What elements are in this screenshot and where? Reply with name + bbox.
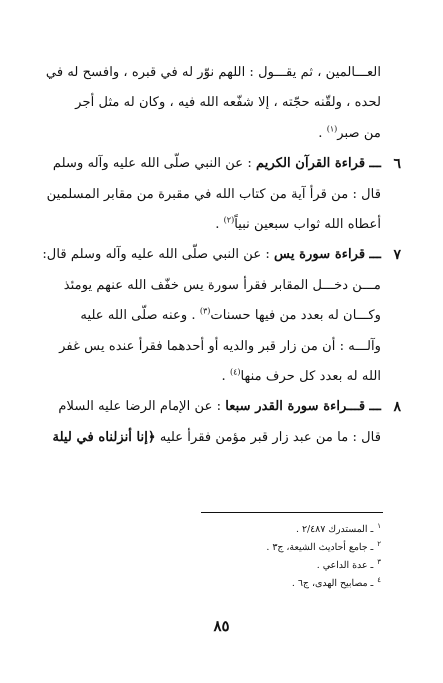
item-6-heading: قراءة القرآن الكريم bbox=[256, 156, 366, 172]
text-line: لحده ، ولقّنه حجّته ، إلا شفّعه الله فيه ، وكان له مثل أجر bbox=[75, 95, 381, 111]
item-dash: ـــ bbox=[369, 156, 381, 172]
footnote-2 bbox=[121, 537, 381, 555]
text-fragment: : عن النبي صلّى الله عليه وآله وسلم bbox=[52, 156, 252, 172]
footnote-text: ـ مصابيح الهدى، ج٦ . bbox=[291, 578, 374, 590]
text-fragment: : عن الإمام الرضا عليه السلام bbox=[58, 399, 222, 415]
item-7-number: ٧ bbox=[393, 247, 401, 264]
text-line bbox=[65, 362, 381, 392]
text-line: مـــن دخـــل المقابر فقرأ سورة يس خفّف الله عنهم يومئذ bbox=[63, 277, 381, 293]
text-fragment: . وعنه صلّى الله عليه bbox=[80, 308, 196, 324]
item-7-heading: قراءة سورة يس bbox=[274, 247, 366, 263]
period: . bbox=[221, 369, 226, 385]
text-fragment: وكـــان له بعدد من فيها حسنات bbox=[210, 308, 381, 324]
text-line: قال : من قرأ آية من كتاب الله في مقبرة من مقابر المسلمين bbox=[46, 186, 381, 202]
text-line bbox=[65, 301, 381, 331]
page-number: ٨٥ bbox=[213, 617, 230, 635]
footnote-mark: ٢ bbox=[377, 540, 381, 549]
footnotes bbox=[121, 519, 381, 592]
footnote-text: ـ جامع أحاديث الشيعة، ج٣ . bbox=[266, 542, 374, 554]
text-fragment: قال : ما من عبد زار قبر مؤمن فقرأ عليه bbox=[159, 429, 381, 445]
item-6-heading-line bbox=[52, 149, 401, 179]
text-fragment: : عن النبي صلّى الله عليه وآله وسلم قال: bbox=[42, 247, 270, 263]
footnote-mark: ٤ bbox=[377, 576, 381, 585]
item-dash: ـــ bbox=[369, 247, 381, 263]
footnote-4 bbox=[121, 573, 381, 591]
period: . bbox=[215, 217, 220, 233]
footnote-mark: ٣ bbox=[377, 558, 381, 567]
text-line bbox=[65, 210, 381, 240]
item-7-heading-line bbox=[42, 240, 401, 270]
text-line bbox=[65, 119, 381, 149]
footnote-ref-1: (١) bbox=[326, 124, 338, 134]
period: . bbox=[318, 125, 323, 141]
body-text bbox=[42, 58, 401, 453]
text-line: العـــالمين ، ثم يقـــول : اللهم نوّر له في قبره ، وافسح له في bbox=[45, 65, 381, 80]
text-fragment: الله له بعدد كل حرف منها bbox=[240, 369, 381, 385]
footnote-text: ـ عدة الداعي . bbox=[316, 560, 374, 572]
footnote-text: ـ المستدرك ٢/٤٨٧ . bbox=[295, 524, 374, 536]
item-8-heading-line bbox=[58, 392, 401, 422]
quran-quote: ﴿إنا أنزلناه في ليلة bbox=[52, 429, 156, 445]
text-line bbox=[52, 423, 381, 453]
footnote-divider bbox=[201, 512, 383, 513]
footnote-ref-4: (٤) bbox=[229, 367, 241, 377]
text-line: وآلـــه : أن من زار قبر والديه أو أحدهما فقرأ عنده يس غفر bbox=[59, 338, 381, 354]
footnote-ref-3: (٣) bbox=[199, 306, 211, 316]
text-fragment: من صبر bbox=[337, 125, 381, 141]
item-8-number: ٨ bbox=[393, 399, 401, 416]
footnote-mark: ١ bbox=[377, 522, 381, 530]
footnote-1 bbox=[121, 519, 381, 537]
item-6-number: ٦ bbox=[393, 156, 401, 173]
item-8-heading: قـــراءة سورة القدر سبعا bbox=[225, 399, 366, 415]
text-fragment: أعطاه الله ثواب سبعين نبياً bbox=[234, 217, 381, 233]
item-dash: ـــ bbox=[369, 399, 381, 415]
footnote-3 bbox=[121, 555, 381, 573]
footnote-ref-2: (٢) bbox=[223, 215, 235, 225]
